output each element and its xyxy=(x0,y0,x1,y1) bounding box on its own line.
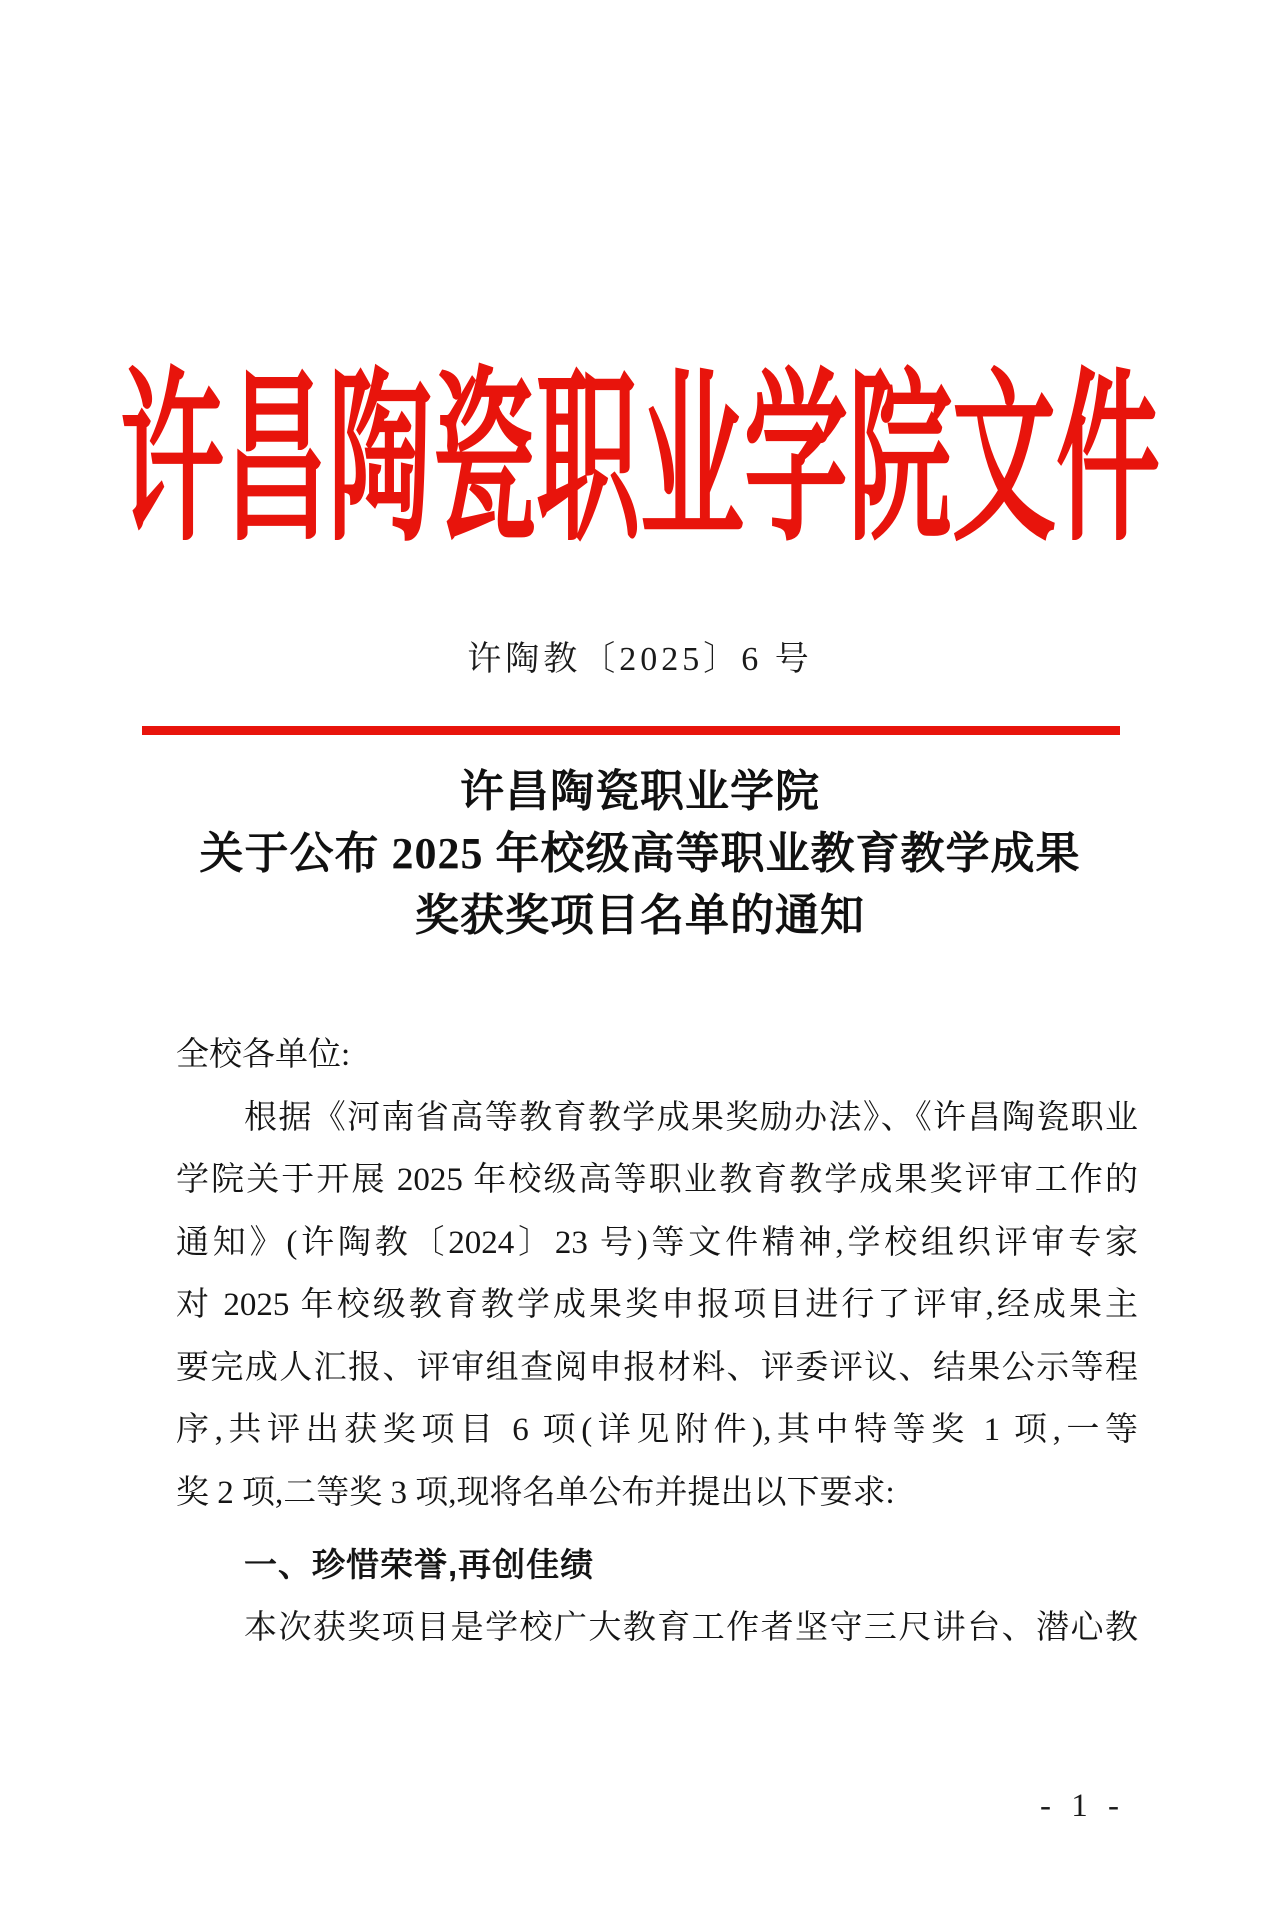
page-number: - 1 - xyxy=(1040,1788,1125,1824)
paragraph-line: 本次获奖项目是学校广大教育工作者坚守三尺讲台、潜心教 xyxy=(244,1609,1138,1646)
document-reference-number: 许陶教〔2025〕6 号 xyxy=(467,641,813,678)
paragraph-line: 奖 2 项,二等奖 3 项,现将名单公布并提出以下要求: xyxy=(176,1474,895,1511)
document-title xyxy=(80,761,1200,947)
paragraph-line: 要完成人汇报、评审组查阅申报材料、评委评议、结果公示等程 xyxy=(176,1349,1138,1386)
document-title-line-3: 奖获奖项目名单的通知 xyxy=(415,891,865,940)
document-body xyxy=(176,1024,1138,1659)
paragraph-line: 学院关于开展 2025 年校级高等职业教育教学成果奖评审工作的 xyxy=(176,1162,1138,1198)
red-masthead-title: 许昌陶瓷职业学院文件 xyxy=(119,359,1160,564)
paragraph-line: 序,共评出获奖项目 6 项(详见附件),其中特等奖 1 项,一等 xyxy=(176,1412,1138,1448)
paragraph-line: 通知》(许陶教〔2024〕23 号)等文件精神,学校组织评审专家 xyxy=(176,1224,1138,1261)
paragraph-line: 根据《河南省高等教育教学成果奖励办法》、《许昌陶瓷职业 xyxy=(244,1099,1138,1136)
document-title-line-2: 关于公布 2025 年校级高等职业教育教学成果 xyxy=(199,829,1081,878)
red-separator-rule xyxy=(142,726,1120,735)
salutation-line: 全校各单位: xyxy=(176,1037,351,1073)
section-heading: 一、珍惜荣誉,再创佳绩 xyxy=(244,1546,595,1583)
paragraph-line: 对 2025 年校级教育教学成果奖申报项目进行了评审,经成果主 xyxy=(176,1287,1138,1323)
document-title-line-1: 许昌陶瓷职业学院 xyxy=(460,767,820,816)
